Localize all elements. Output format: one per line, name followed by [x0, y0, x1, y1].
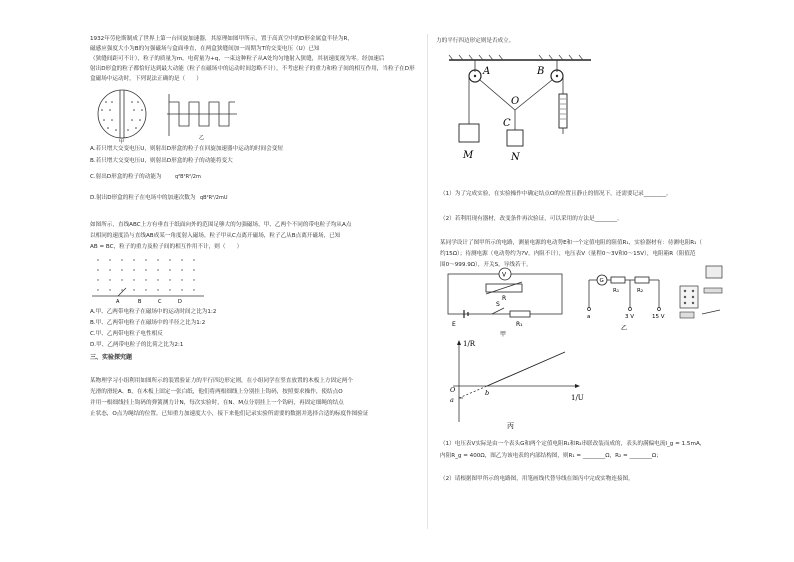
graph-bing: [447, 338, 587, 430]
fig-label-yi: 乙: [199, 135, 205, 141]
q3-stem-line: 止状态，O点为绳结的位置。已知重力加速度大小，接下来他们记录实验所需要的数据并选择合适的标度作图验证: [90, 411, 369, 417]
q1-option-b: B.若只增大交变电压U，则射出D形盒的粒子的动能将变大: [90, 158, 233, 164]
fig-label-jia: 甲: [119, 139, 125, 145]
q2-stem-line: AB = BC，粒子的重力及粒子间的相互作用不计，则（ ）: [90, 244, 243, 250]
q1-stem-line: 磁感应强度大小为B的匀强磁场与盒面垂直，在两盒狭缝间加一周期为T的交变电压（U）已知: [90, 46, 320, 52]
q1-stem-line: （狭缝间距可不计），粒子的质量为m，电荷量为+q，一束这种粒子从A处均匀地射入狭缝，其初速度视为零。经加速后: [90, 56, 385, 62]
circuit-diagram-jia: [440, 266, 570, 338]
section-heading: 三、实验探究题: [90, 354, 133, 361]
q2-option-d: D.甲、乙两带电粒子的比荷之比为2:1: [90, 342, 184, 348]
r1-label: R₁: [516, 321, 523, 328]
axis-x-label: 1/U: [571, 394, 584, 402]
q1-stem-line: 射出D形盒的粒子都恰好达到最大动能（粒子在磁场中的运动时间忽略不计），不考虑粒子的重力和粒子间的相互作用，当粒子在D形: [90, 66, 415, 72]
point-label-d: D: [178, 299, 182, 305]
q1-formula-d: qB²R²/2mU: [200, 195, 228, 201]
axis-y-label: 1/R: [463, 340, 476, 348]
fig-label-bing: 丙: [507, 422, 514, 430]
q3-part-2: （2）若利用现有器材，改变条件再次验证，可以采用的方法是________。: [440, 216, 623, 222]
label-b: B: [537, 66, 545, 77]
voltage-waveform-figure: [165, 92, 239, 140]
q1-option-a: A.若只增大交变电压U，则射出D形盒的粒子在回旋加速器中运动的时间会变短: [90, 146, 283, 152]
pulley-apparatus-figure: [445, 54, 595, 164]
r1-label-yi: R₁: [613, 288, 620, 294]
terminal-15v: 15 V: [652, 314, 665, 320]
intercept-a-label: a: [450, 396, 454, 404]
circuit-diagram-yi: [585, 268, 675, 334]
cyclotron-figure: [92, 88, 156, 144]
magnetic-field-figure: [92, 256, 212, 304]
right-top-line: 力的平行四边形定则是否成立。: [436, 38, 515, 44]
q2-stem-line: 如图所示，直线ABC上方有垂直于纸面向外的范围足够大的匀强磁场，甲、乙两个不同的带电粒子均从A点: [90, 222, 352, 228]
q3-stem-line: 并用一根细线挂上钩码的弹簧测力计N，每次实验时，在N、M点分别挂上一个钩码，再固定细绳的结点: [90, 400, 344, 406]
q1-option-d: D.射出D形盒的粒子在电场中的加速次数为: [90, 195, 196, 201]
origin-label: O: [450, 386, 456, 394]
q2-stem-line: 以相同的速度沿与直线AB成某一角度射入磁场，粒子甲从C点离开磁场，粒子乙从B点离开磁场，已知: [90, 233, 341, 239]
q3-part-1: （1）为了完成实验，在实验操作中确定结点O的位置且静止的情况下，还需要记录________。: [440, 191, 672, 197]
q1-option-c: C.射出D形盒的粒子的动能为: [90, 174, 162, 180]
switch-label: S: [496, 301, 500, 308]
terminal-3v: 3 V: [625, 314, 635, 320]
fig-label-jia: 甲: [500, 331, 507, 338]
q1-stem-line: 1932年劳伦斯制成了世界上第一台回旋加速器，其原理如图甲所示，置于高真空中的D形金属盒半径为R，: [90, 36, 353, 42]
q1-stem-line: 盒磁场中运动时，下列说法正确的是（ ）: [90, 76, 202, 82]
fig-label-yi-2: 乙: [621, 325, 628, 332]
label-n: N: [511, 152, 520, 163]
source-label: E: [452, 321, 456, 328]
q4-stem-line: 某同学设计了图甲所示的电路，测量电源的电动势E和一个定值电阻的阻值R₁，实验器材有：待测电阻R₁（: [440, 240, 702, 246]
q4-part2: （2）请根据图甲所示的电路图，用笔画线代替导线在图丙中完成实物连接图。: [440, 476, 634, 482]
q2-option-c: C.甲、乙两带电粒子电性相反: [90, 331, 163, 337]
column-divider: [427, 34, 428, 529]
q4-stem-line: 围0～999.9Ω），开关S，导线若干。: [440, 262, 532, 268]
voltmeter-label: V: [502, 271, 507, 279]
label-a: A: [483, 66, 491, 77]
label-m: M: [463, 150, 474, 161]
point-label-a: A: [116, 299, 120, 305]
resistor-box-label: R: [502, 295, 507, 302]
q4-stem-line: 约15Ω）；待测电源（电动势约为?V，内阻不计），电压表V（量程0～3V和0～15V），电阻箱R（阻值范: [440, 251, 696, 257]
point-label-c: C: [158, 299, 162, 305]
q3-stem-line: 某物理学习小组利用如图所示的装置验证力的平行四边形定则，在小组同学在竖直放置的木板上方固定两个: [90, 378, 353, 384]
q1-formula-c: q²B²R²/2m: [175, 174, 201, 180]
label-o: O: [511, 96, 520, 107]
q3-stem-line: 光滑的滑轮A、B，在木板上固定一张白纸，他们将两根细线上分别挂上钩码，按照要求操作，使结点O: [90, 389, 343, 395]
intercept-b-label: b: [485, 389, 490, 397]
q2-option-b: B.甲、乙两带电粒子在磁场中的半径之比为1:2: [90, 320, 206, 326]
apparatus-sketch: [676, 264, 732, 330]
galvanometer-label: G: [599, 278, 604, 284]
label-c: C: [503, 118, 511, 129]
q4-part1-line: 内阻R_g = 400Ω，图乙为该电表的内部结构图，则R₁ = ________Ω，R₂ = ________Ω；: [440, 453, 662, 459]
terminal-a: a: [587, 314, 591, 320]
r2-label-yi: R₂: [637, 288, 644, 294]
q4-part1-line: （1）电压表V实际是由一个表头G和两个定值电阻R₁和R₂串联改装而成的，表头的满偏电流I_g = 1.5mA，: [440, 441, 706, 447]
point-label-b: B: [138, 299, 142, 305]
q2-option-a: A.甲、乙两带电粒子在磁场中的运动时间之比为1:2: [90, 309, 217, 315]
